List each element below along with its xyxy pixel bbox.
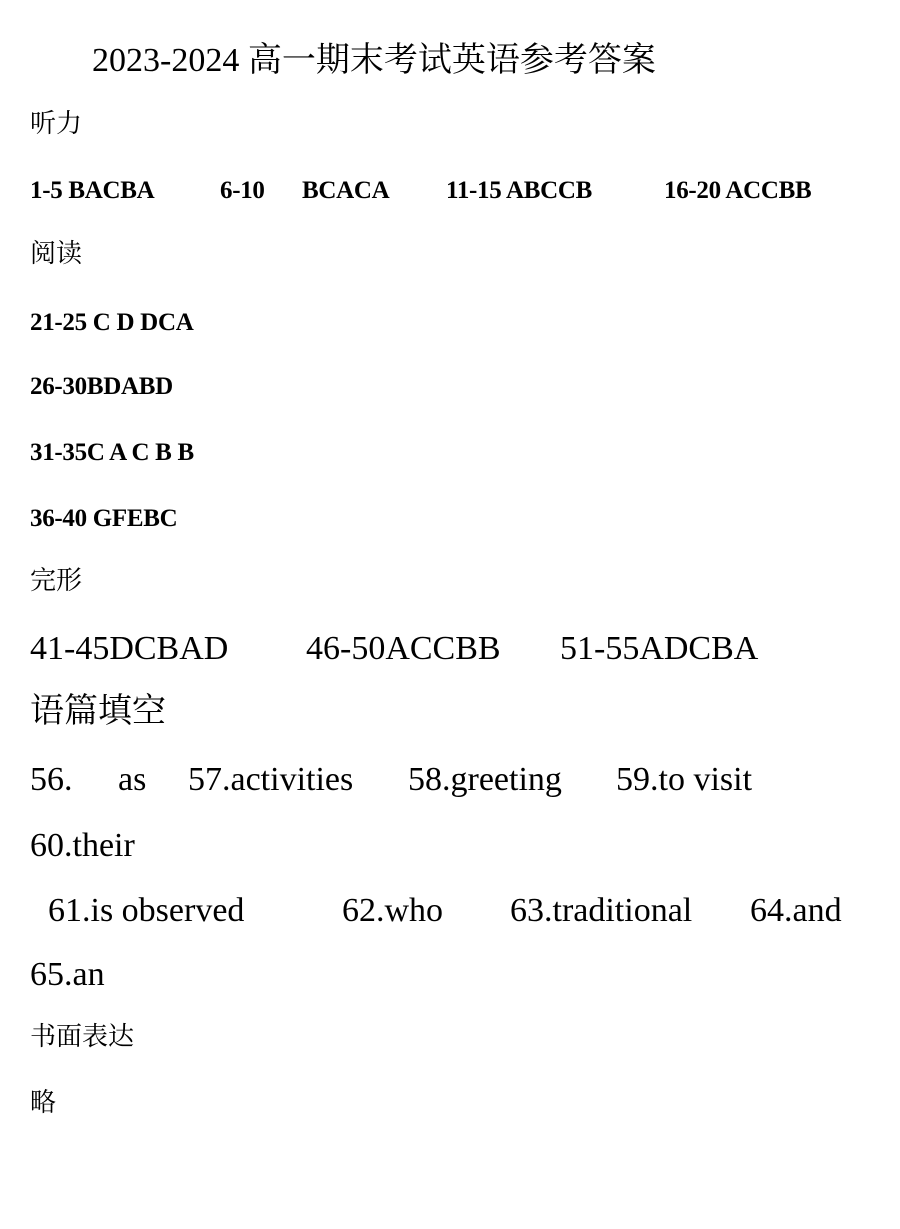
section-heading-grammar-fill: 语篇填空	[30, 691, 166, 731]
answer-group: 46-50ACCBB	[306, 630, 501, 667]
section-heading-reading: 阅读	[30, 239, 83, 269]
answer-group: 41-45DCBAD	[30, 630, 229, 667]
reading-answers-line: 26-30BDABD	[30, 373, 173, 400]
page-title: 2023-2024 高一期末考试英语参考答案	[92, 42, 656, 79]
answer-item: 64.and	[750, 892, 842, 929]
answer-group: 1-5 BACBA	[30, 177, 155, 204]
section-heading-cloze: 完形	[30, 566, 83, 596]
answer-item: 63.traditional	[510, 892, 693, 929]
answer-item: 65.an	[30, 956, 105, 993]
answer-item: 56.	[30, 761, 73, 798]
answer-item: 60.their	[30, 827, 135, 864]
answer-item: 57.activities	[188, 761, 354, 798]
answer-item: 62.who	[342, 892, 444, 929]
answer-item: 61.is observed	[48, 892, 245, 929]
grammar-fill-row	[30, 829, 135, 863]
reading-answers-line: 31-35C A C B B	[30, 439, 194, 466]
answer-item: 58.greeting	[408, 761, 562, 798]
writing-answer: 略	[30, 1088, 57, 1118]
section-heading-writing: 书面表达	[30, 1022, 135, 1052]
answer-group: 51-55ADCBA	[560, 630, 759, 667]
answer-group: 16-20 ACCBB	[664, 177, 812, 204]
reading-answers-line: 21-25 C D DCA	[30, 309, 194, 336]
answer-item: as	[118, 761, 147, 798]
answer-group: 11-15 ABCCB	[446, 177, 593, 204]
answer-group: BCACA	[302, 177, 390, 204]
reading-answers-line: 36-40 GFEBC	[30, 505, 178, 532]
answer-item: 59.to visit	[616, 761, 753, 798]
section-heading-listening: 听力	[30, 109, 83, 139]
answer-group: 6-10	[220, 177, 265, 204]
grammar-fill-row	[30, 958, 105, 992]
